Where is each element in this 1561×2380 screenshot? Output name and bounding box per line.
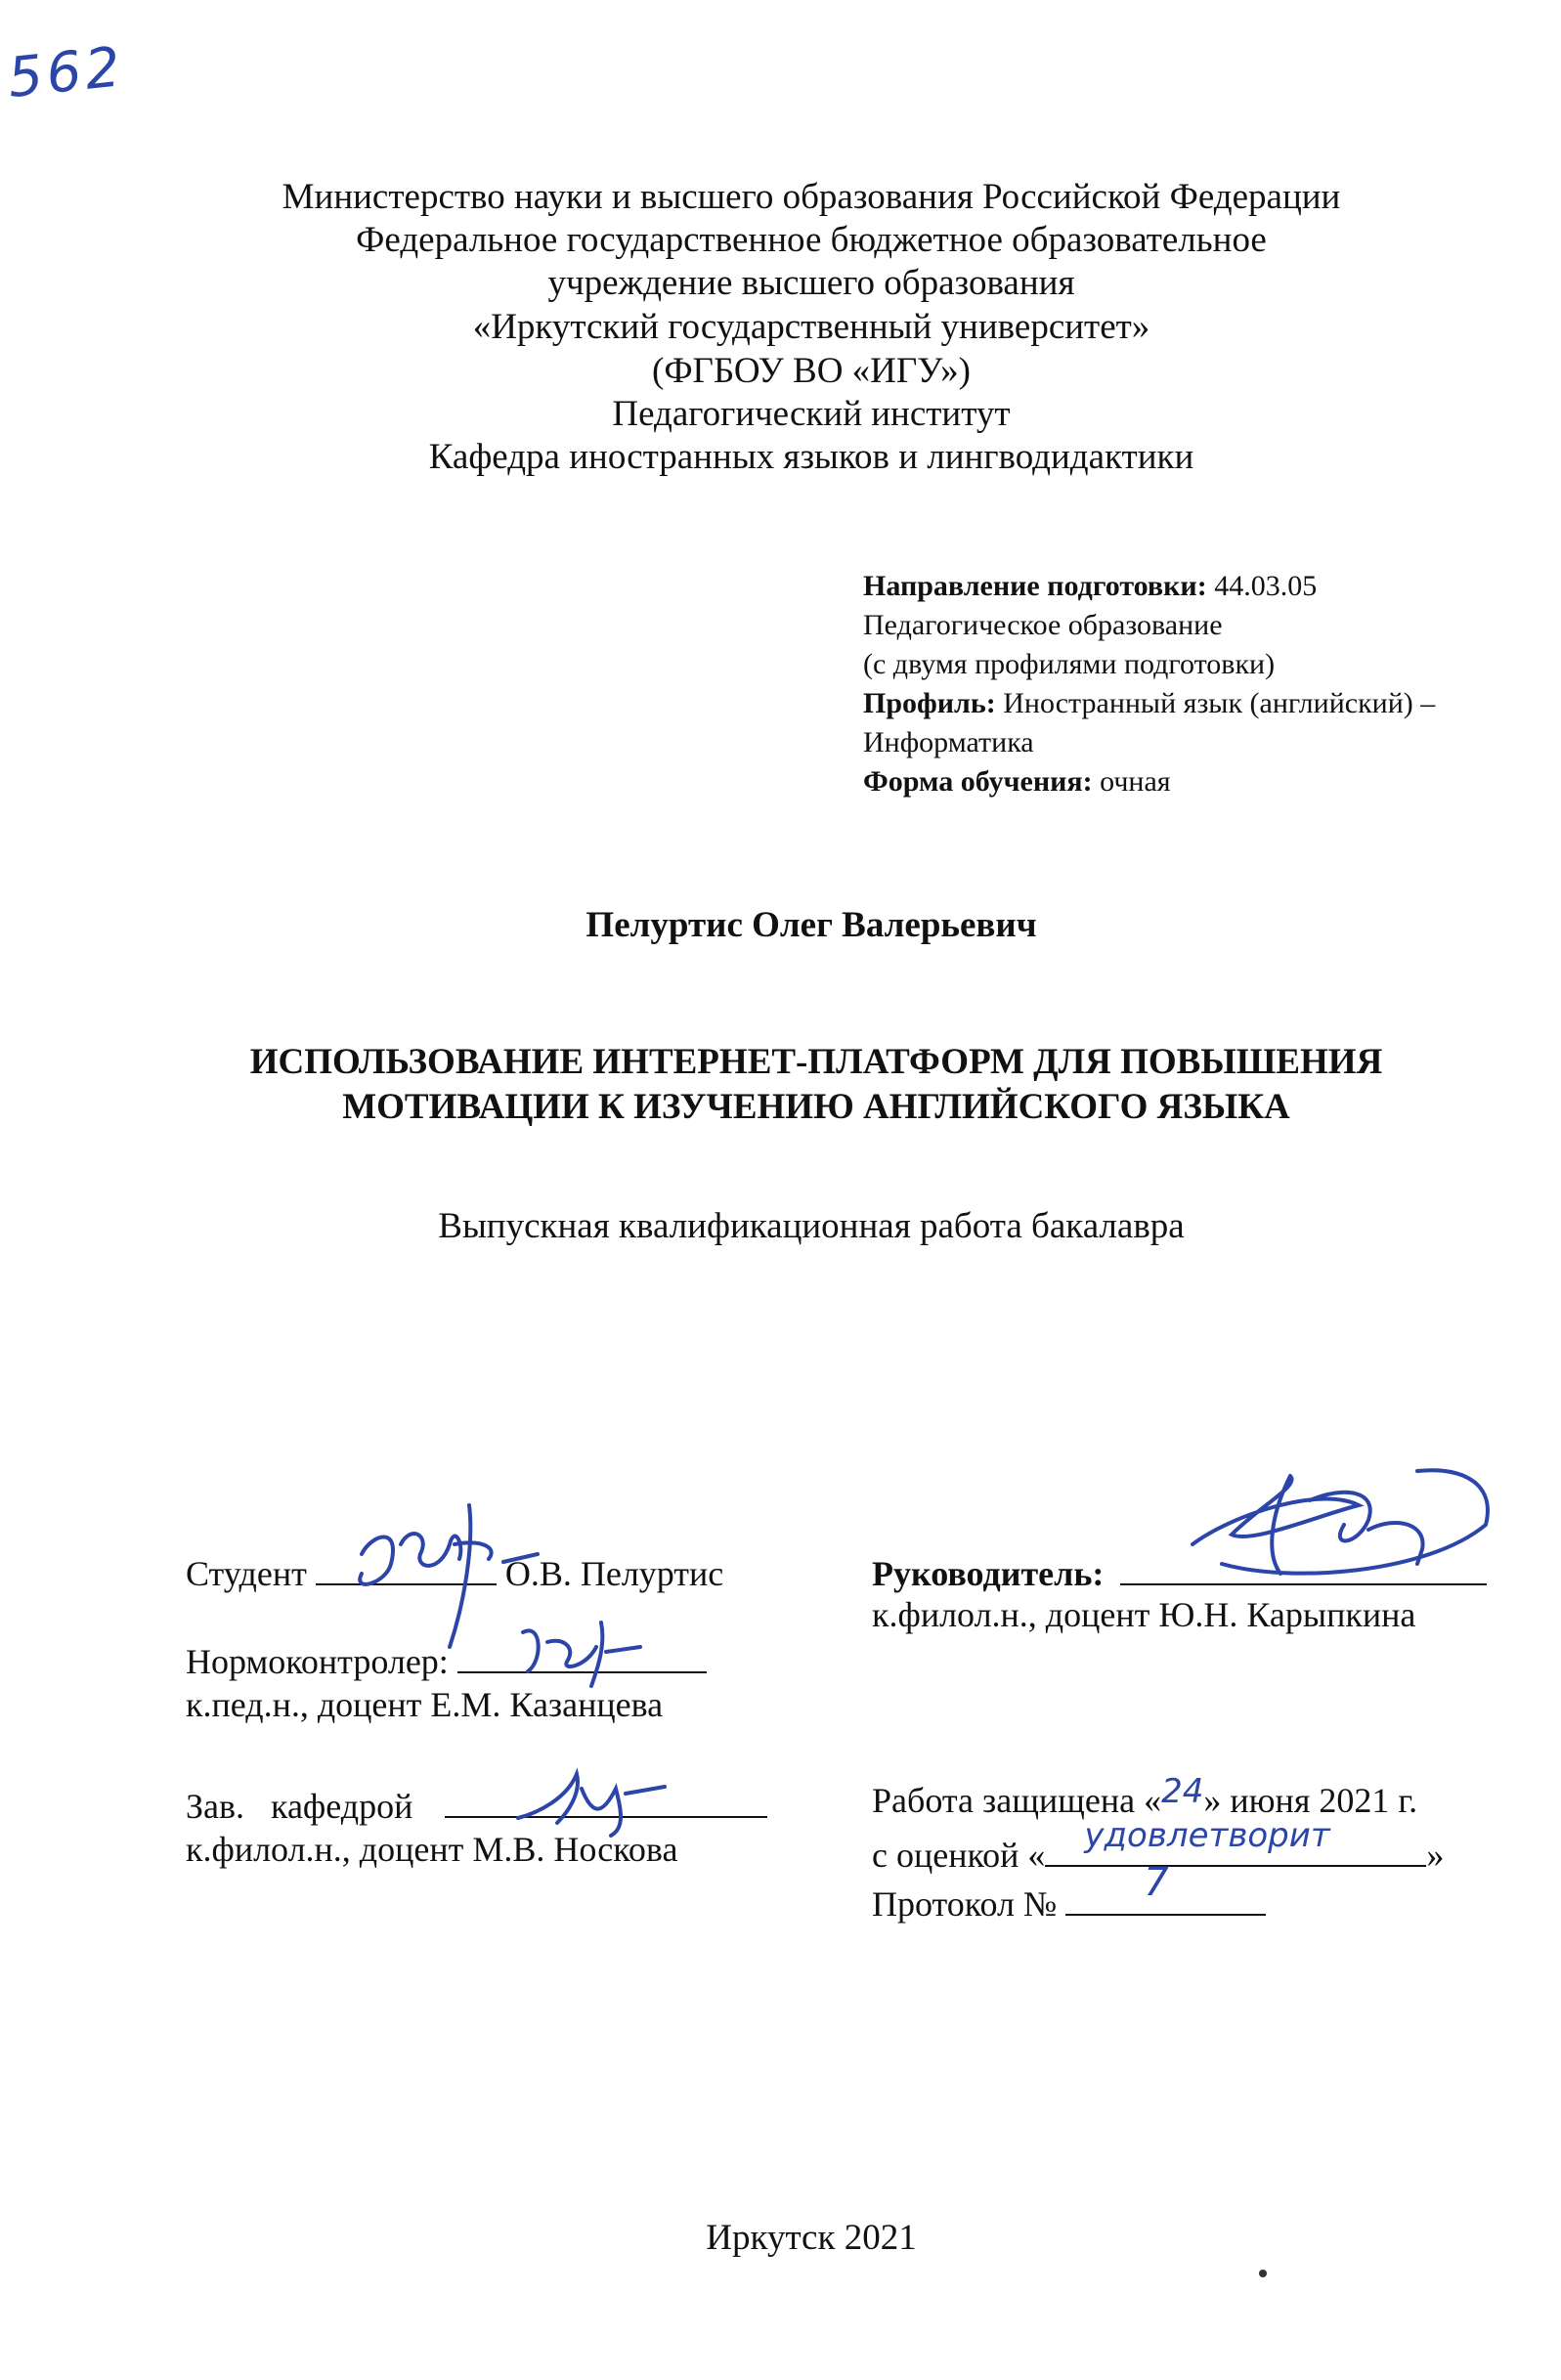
defense-day: 24 — [1161, 1772, 1204, 1811]
direction-code: 44.03.05 — [1214, 570, 1318, 602]
department-name: Кафедра иностранных языков и лингводидактики — [428, 437, 1194, 477]
work-type: Выпускная квалификационная работа бакалавра — [438, 1206, 1185, 1246]
normcontrol-signature — [503, 1603, 660, 1691]
direction-line-2: Педагогическое образование — [863, 609, 1223, 641]
info-block — [863, 567, 1435, 801]
defense-date-row — [872, 1772, 1418, 1821]
city-year: Иркутск 2021 — [706, 2218, 917, 2258]
protocol-label: Протокол № — [872, 1884, 1058, 1924]
student-name: О.В. Пелуртис — [504, 1554, 724, 1593]
institute-name: Педагогический институт — [612, 394, 1011, 434]
grade-line — [1045, 1816, 1426, 1867]
direction-line-3: (с двумя профилями подготовки) — [863, 648, 1276, 680]
head-row — [186, 1781, 767, 1826]
head-label: Зав. кафедрой — [186, 1787, 413, 1826]
profile-value: Иностранный язык (английский) – — [1003, 687, 1436, 719]
profile-line — [863, 684, 1435, 723]
author-name: Пелуртис Олег Валерьевич — [585, 905, 1037, 945]
direction-label: Направление подготовки: — [863, 570, 1207, 602]
defense-suffix: » июня 2021 г. — [1203, 1781, 1418, 1820]
university-name: «Иркутский государственный университет» — [472, 307, 1150, 347]
grade-value: удовлетворит — [1084, 1816, 1330, 1855]
supervisor-signature — [1173, 1447, 1496, 1593]
protocol-line — [1065, 1860, 1266, 1916]
handwritten-archive-number: 562 — [4, 34, 127, 111]
ministry-line: Министерство науки и высшего образования Российской Федерации — [282, 177, 1341, 217]
ink-dot — [1259, 2270, 1267, 2277]
normcontrol-label: Нормоконтролер: — [186, 1642, 449, 1681]
supervisor-label: Руководитель: — [872, 1554, 1105, 1593]
direction-line — [863, 567, 1435, 606]
form-value: очная — [1100, 765, 1171, 798]
institution-line-1: Федеральное государственное бюджетное образовательное — [356, 220, 1267, 260]
head-person: к.филол.н., доцент М.В. Носкова — [186, 1830, 678, 1869]
supervisor-person: к.филол.н., доцент Ю.Н. Карыпкина — [872, 1595, 1416, 1634]
grade-prefix: с оценкой « — [872, 1836, 1046, 1875]
grade-suffix: » — [1426, 1836, 1445, 1875]
head-signature — [508, 1759, 674, 1838]
form-line — [863, 762, 1435, 801]
profile-line-2: Информатика — [863, 726, 1034, 758]
profile-label: Профиль: — [863, 687, 996, 719]
institution-line-2: учреждение высшего образования — [547, 263, 1075, 303]
student-label: Студент — [186, 1554, 307, 1593]
thesis-title-line-2: МОТИВАЦИИ К ИЗУЧЕНИЮ АНГЛИЙСКОГО ЯЗЫКА — [342, 1087, 1290, 1127]
form-label: Форма обучения: — [863, 765, 1093, 798]
normcontrol-person: к.пед.н., доцент Е.М. Казанцева — [186, 1685, 664, 1724]
defense-prefix: Работа защищена « — [872, 1781, 1162, 1820]
protocol-row — [872, 1860, 1266, 1924]
university-abbr: (ФГБОУ ВО «ИГУ») — [652, 351, 971, 391]
protocol-number: 7 — [1144, 1860, 1169, 1905]
thesis-title-line-1: ИСПОЛЬЗОВАНИЕ ИНТЕРНЕТ-ПЛАТФОРМ ДЛЯ ПОВЫШЕНИЯ — [249, 1042, 1383, 1082]
